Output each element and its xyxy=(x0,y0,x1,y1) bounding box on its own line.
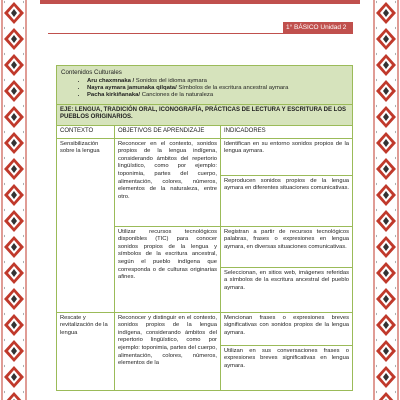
context-cell: Rescate y revitalización de la lengua xyxy=(57,312,115,390)
cultural-contents-box xyxy=(57,66,353,105)
indicator-cell: Mencionan frases o expresiones breves significativas con sonidos propios de la lengua aymara. xyxy=(221,312,353,345)
unit-label: 1° BÁSICO Unidad 2 xyxy=(283,22,353,34)
cultural-desc: Canciones de la naturaleza xyxy=(140,92,214,99)
column-header-context: CONTEXTO xyxy=(57,126,115,139)
cultural-term: Aru chaxmnaka / xyxy=(87,77,135,84)
indicator-cell: Utilizan en sus conversaciones frases o expresiones breves significativas en lengua aymara. xyxy=(221,345,353,390)
cultural-item xyxy=(87,85,348,92)
objective-cell: Utilizar recursos tecnológicos disponibles (TIC) para conocer sonidos propios de la lengua y símbolos de la escritura ancestral, según el pueblo indígena que corresponda o de culturas originarias afines. xyxy=(115,226,221,312)
cultural-heading: Contenidos Culturales xyxy=(61,69,122,76)
cultural-item xyxy=(87,92,348,99)
cultural-list xyxy=(61,78,348,100)
axis-heading: EJE: LENGUA, TRADICIÓN ORAL, ICONOGRAFÍA, PRÁCTICAS DE LECTURA Y ESCRITURA DE LOS PUEBLOS ORIGINARIOS. xyxy=(57,104,353,125)
cultural-term: Nayra aymara jamunaka qilqata/ xyxy=(87,85,177,91)
cultural-term: Pacha kirkiñanaka/ xyxy=(87,92,141,99)
decorative-border-left xyxy=(0,0,28,400)
indicator-cell: Registran a partir de recursos tecnológicos palabras, frases o expresiones en lengua aymara, en diversas situaciones comunicativas. xyxy=(221,226,353,267)
cultural-desc: Símbolos de la escritura ancestral aymara xyxy=(176,85,289,91)
top-accent-line xyxy=(40,0,360,4)
cultural-item xyxy=(87,78,348,85)
planning-table-container xyxy=(56,65,352,391)
context-cell: Sensibilización sobre la lengua xyxy=(57,138,115,312)
indicator-cell: Reproducen sonidos propios de la lengua aymara en diferentes situaciones comunicativas. xyxy=(221,175,353,226)
cultural-desc: Sonidos del idioma aymara xyxy=(134,77,207,84)
indicator-cell: Identifican en su entorno sonidos propios de la lengua aymara. xyxy=(221,138,353,175)
table-row xyxy=(57,312,353,345)
planning-table xyxy=(56,65,353,391)
indicator-cell: Seleccionan, en sitios web, imágenes referidas a símbolos de la escritura ancestral del pueblo aymara. xyxy=(221,267,353,312)
column-header-indicators: INDICADORES xyxy=(221,126,353,139)
column-header-objectives: OBJETIVOS DE APRENDIZAJE xyxy=(115,126,221,139)
objective-cell: Reconocer y distinguir en el contexto, sonidos propios de la lengua indígena, considerando ámbitos del repertorio lingüístico, como por ejemplo: toponimia, partes del cuerpo, alimentación, colores, números, elementos de la xyxy=(115,312,221,390)
header-rule xyxy=(48,33,352,34)
decorative-border-right xyxy=(372,0,400,400)
objective-cell: Reconocer en el contexto, sonidos propios de la lengua indígena, considerando ámbitos del repertorio lingüístico, como por ejemplo: toponimia, partes del cuerpo, alimentación, colores, números, elementos de la naturaleza, entre otro. xyxy=(115,138,221,226)
table-row xyxy=(57,138,353,175)
